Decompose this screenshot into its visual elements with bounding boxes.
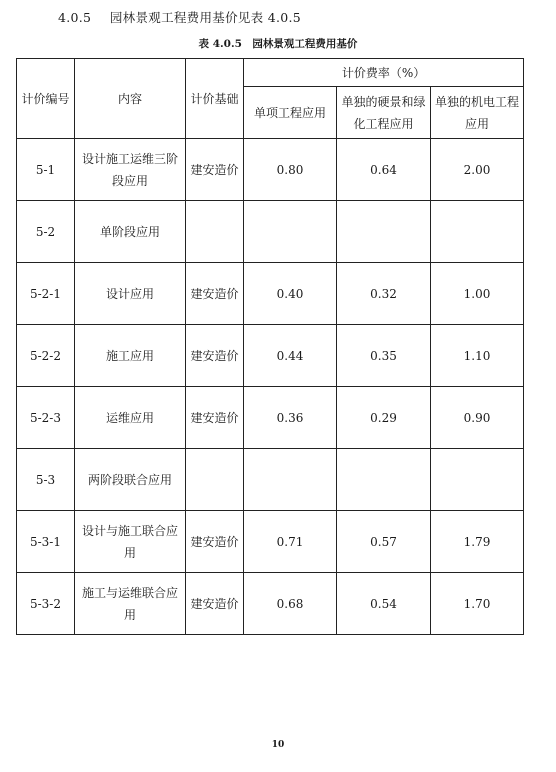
section-text: 园林景观工程费用基价见表 4.0.5 [109, 10, 302, 25]
cell-content: 施工应用 [75, 325, 186, 387]
cell-single: 0.44 [244, 325, 337, 387]
cell-mep [431, 201, 524, 263]
cell-code: 5-1 [17, 139, 75, 201]
cell-content: 运维应用 [75, 387, 186, 449]
cell-content: 两阶段联合应用 [75, 449, 186, 511]
cell-single: 0.71 [244, 511, 337, 573]
cell-mep: 2.00 [431, 139, 524, 201]
cell-single: 0.36 [244, 387, 337, 449]
header-single-project: 单项工程应用 [244, 87, 337, 139]
cell-content: 设计施工运维三阶段应用 [75, 139, 186, 201]
table-row [17, 325, 524, 387]
cell-code: 5-3-1 [17, 511, 75, 573]
cell-content: 施工与运维联合应用 [75, 573, 186, 635]
table-row [17, 511, 524, 573]
cell-hardscape: 0.57 [337, 511, 431, 573]
cell-basis: 建安造价 [186, 263, 244, 325]
section-number: 4.0.5 [58, 10, 92, 25]
cell-basis: 建安造价 [186, 387, 244, 449]
cell-basis: 建安造价 [186, 325, 244, 387]
cell-mep [431, 449, 524, 511]
cell-single: 0.80 [244, 139, 337, 201]
table-row [17, 387, 524, 449]
table-row [17, 449, 524, 511]
cell-mep: 1.10 [431, 325, 524, 387]
cell-hardscape: 0.29 [337, 387, 431, 449]
cell-mep: 1.00 [431, 263, 524, 325]
table-row [17, 139, 524, 201]
price-table [16, 58, 524, 635]
cell-hardscape: 0.54 [337, 573, 431, 635]
header-hardscape-greening: 单独的硬景和绿化工程应用 [337, 87, 431, 139]
cell-single [244, 201, 337, 263]
cell-hardscape: 0.35 [337, 325, 431, 387]
cell-hardscape: 0.64 [337, 139, 431, 201]
cell-mep: 1.79 [431, 511, 524, 573]
cell-basis: 建安造价 [186, 511, 244, 573]
cell-code: 5-2-1 [17, 263, 75, 325]
header-code: 计价编号 [17, 59, 75, 139]
cell-single [244, 449, 337, 511]
header-mep: 单独的机电工程应用 [431, 87, 524, 139]
cell-basis [186, 201, 244, 263]
cell-mep: 1.70 [431, 573, 524, 635]
cell-content: 设计应用 [75, 263, 186, 325]
header-rate-group: 计价费率（%） [244, 59, 524, 87]
cell-code: 5-2-3 [17, 387, 75, 449]
table-row [17, 263, 524, 325]
section-heading [58, 8, 301, 26]
cell-hardscape [337, 449, 431, 511]
cell-content: 单阶段应用 [75, 201, 186, 263]
page-number: 10 [271, 740, 285, 750]
cell-single: 0.40 [244, 263, 337, 325]
header-basis: 计价基础 [186, 59, 244, 139]
cell-code: 5-2-2 [17, 325, 75, 387]
header-content: 内容 [75, 59, 186, 139]
cell-code: 5-3-2 [17, 573, 75, 635]
cell-code: 5-2 [17, 201, 75, 263]
cell-content: 设计与施工联合应用 [75, 511, 186, 573]
table-row [17, 201, 524, 263]
table-row [17, 573, 524, 635]
cell-hardscape: 0.32 [337, 263, 431, 325]
cell-single: 0.68 [244, 573, 337, 635]
cell-code: 5-3 [17, 449, 75, 511]
table-caption: 表 4.0.5 园林景观工程费用基价 [198, 38, 358, 50]
cell-basis: 建安造价 [186, 139, 244, 201]
cell-basis: 建安造价 [186, 573, 244, 635]
cell-hardscape [337, 201, 431, 263]
cell-mep: 0.90 [431, 387, 524, 449]
cell-basis [186, 449, 244, 511]
